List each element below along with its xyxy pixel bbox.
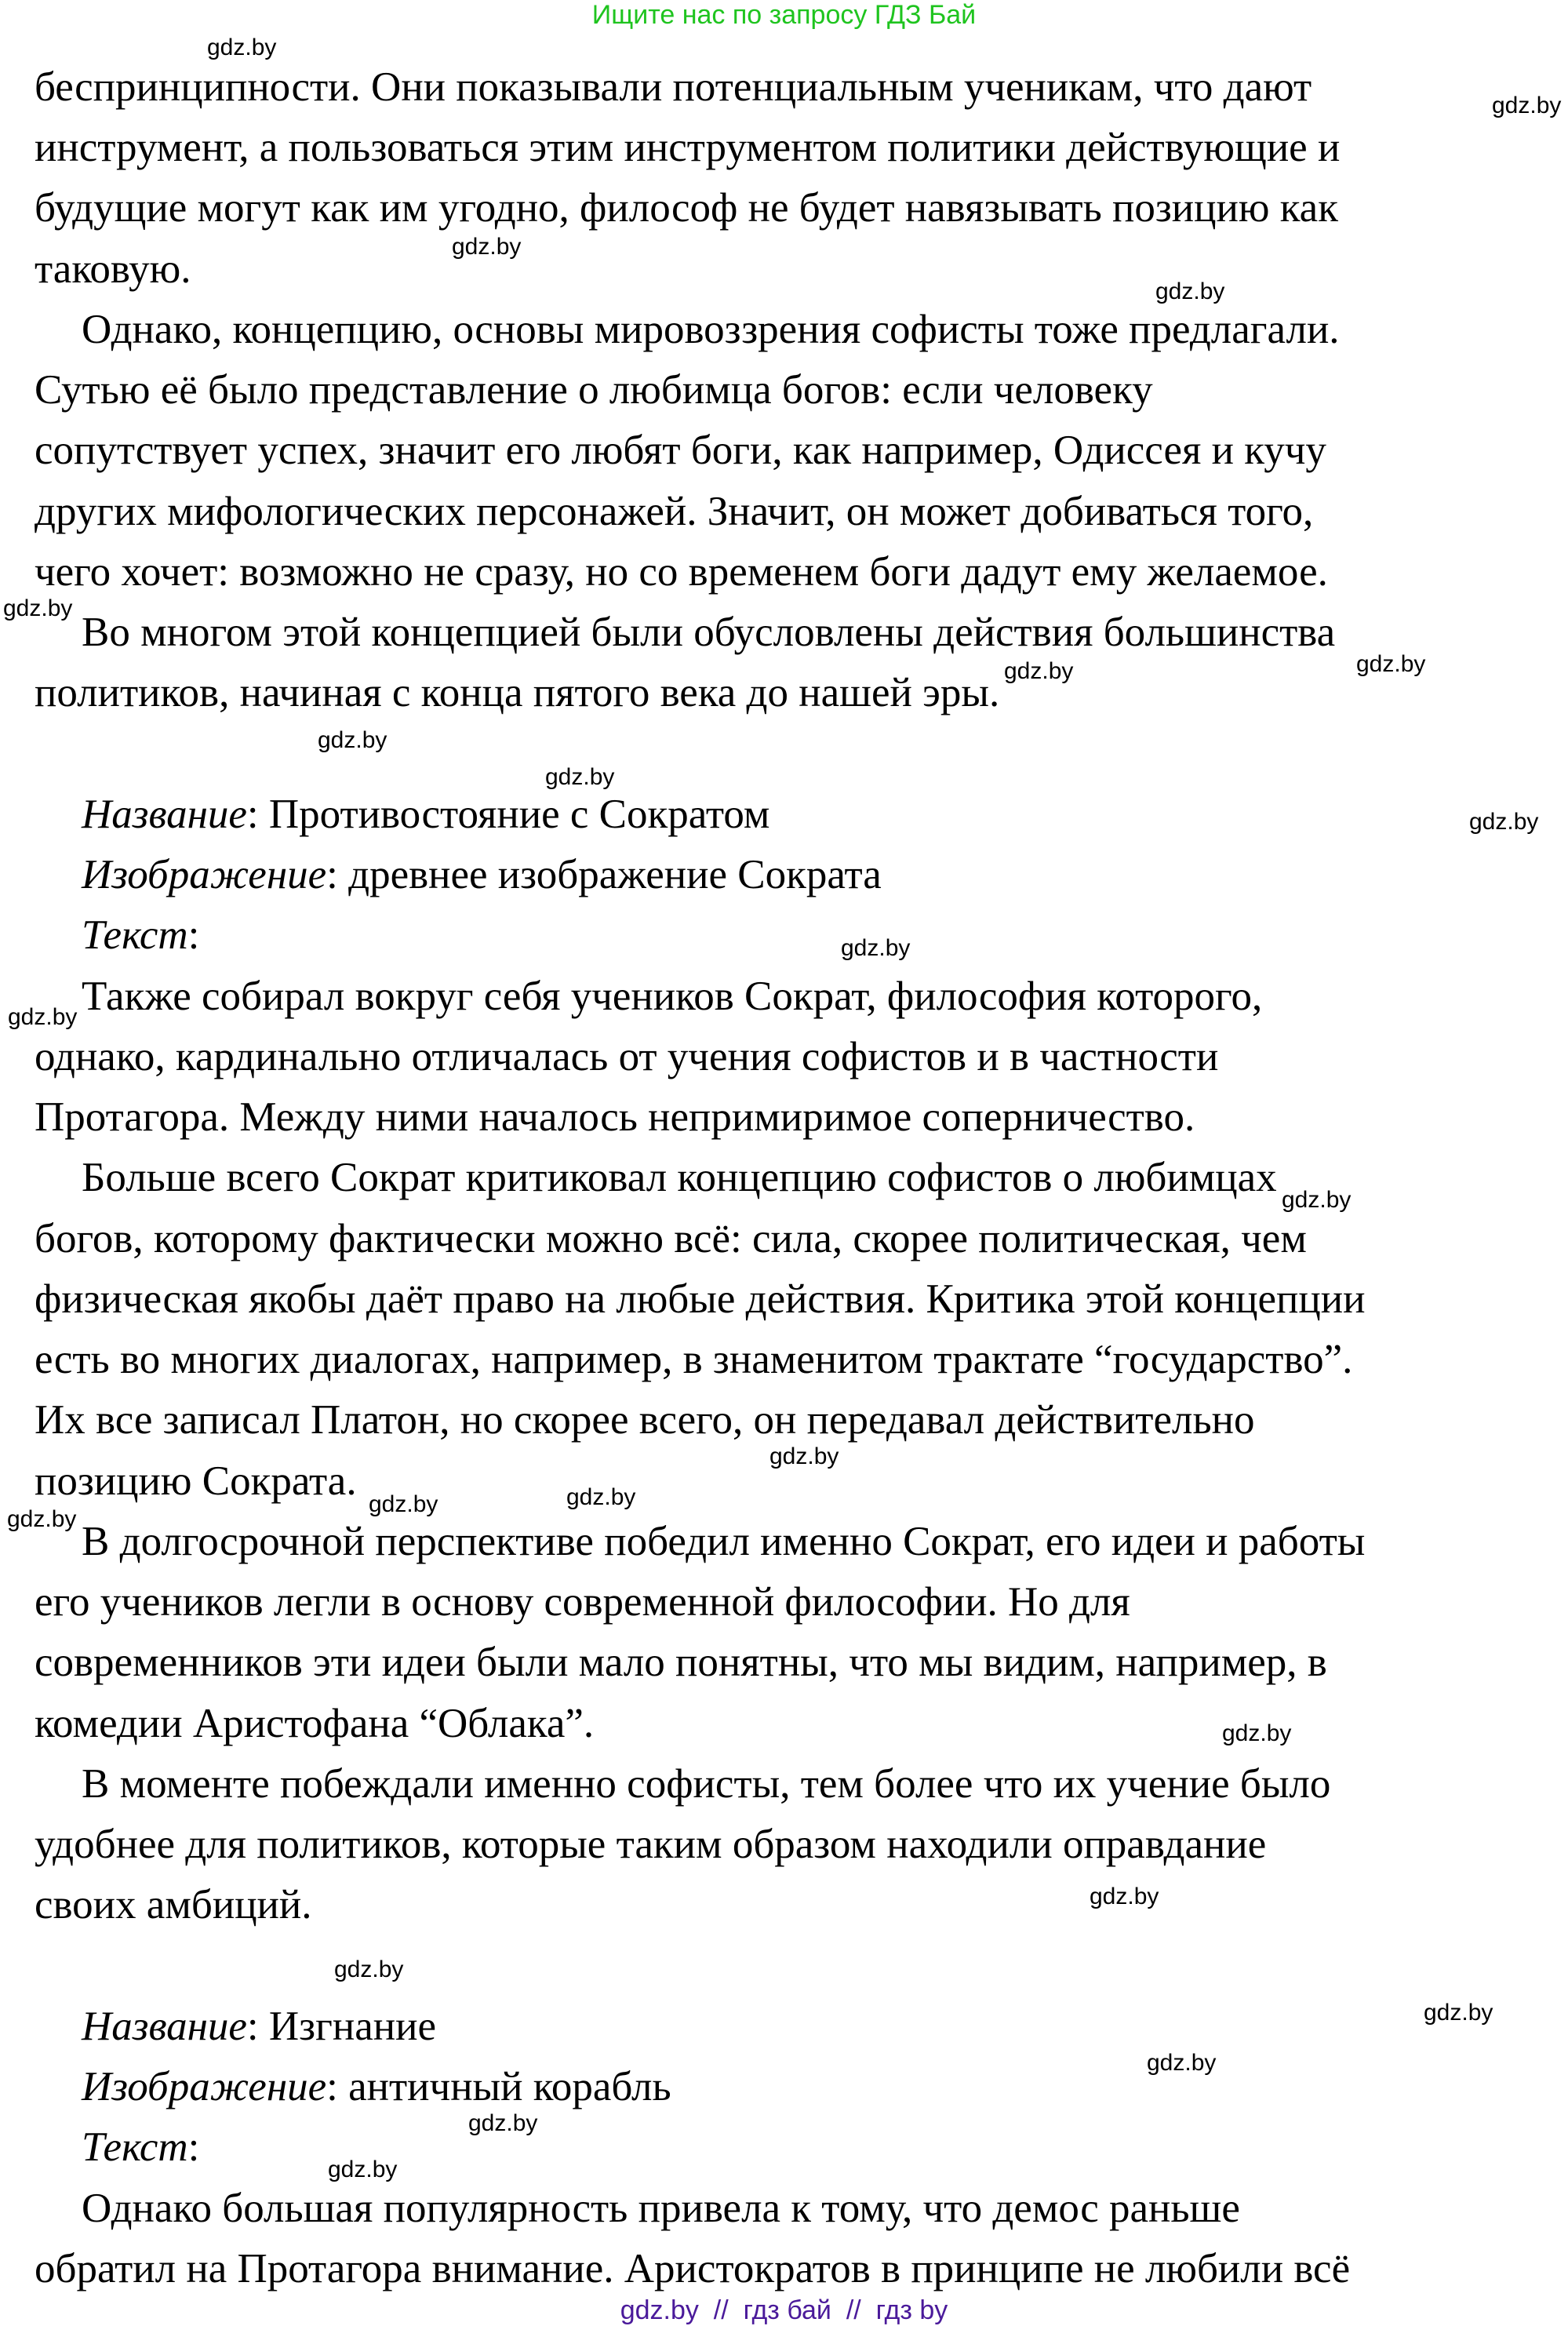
text-line	[35, 1083, 1541, 1144]
watermark: gdz.by	[1004, 658, 1074, 684]
field-label: Текст	[82, 2124, 188, 2171]
watermark: gdz.by	[8, 1004, 78, 1030]
line-content	[35, 368, 1153, 412]
text-line	[35, 538, 1541, 599]
watermark: gdz.by	[318, 727, 387, 753]
line-content	[82, 1762, 1330, 1806]
search-banner-text: Ищите нас по запросу ГДЗ Бай	[591, 0, 977, 30]
text-line	[35, 175, 1541, 235]
line-content	[35, 1277, 1366, 1321]
line-text: Сутью её было представление о любимца богов: если человеку	[35, 367, 1153, 413]
line-text: однако, кардинально отличалась от учения софистов и в частности	[35, 1033, 1219, 1079]
line-content	[35, 1640, 1327, 1684]
text-line	[35, 1508, 1541, 1568]
line-content	[35, 550, 1328, 594]
field-line	[35, 902, 1541, 963]
line-content	[35, 490, 1313, 533]
text-line	[35, 1568, 1541, 1629]
field-label: Изображение	[82, 2064, 327, 2110]
line-text: его учеников легли в основу современной философии. Но для	[35, 1579, 1130, 1625]
footer-links[interactable]	[0, 2295, 1568, 2326]
line-content	[82, 792, 769, 836]
text-line	[35, 1387, 1541, 1447]
text-line	[35, 1326, 1541, 1386]
text-line	[35, 1811, 1541, 1871]
line-text: Во многом этой концепцией были обусловлены действия большинства	[82, 610, 1336, 656]
watermark: gdz.by	[7, 1506, 77, 1532]
watermark: gdz.by	[468, 2110, 538, 2136]
line-text: : Противостояние с Сократом	[246, 791, 770, 837]
field-line	[35, 841, 1541, 901]
line-content	[82, 610, 1335, 654]
text-line	[35, 53, 1541, 114]
line-content	[82, 308, 1340, 351]
watermark: gdz.by	[769, 1443, 839, 1469]
text-line	[35, 478, 1541, 538]
line-content	[35, 65, 1312, 109]
watermark: gdz.by	[1356, 651, 1426, 677]
line-text: позицию Сократа.	[35, 1458, 357, 1504]
text-line	[35, 114, 1541, 174]
text-line	[35, 1023, 1541, 1083]
text-line	[35, 1629, 1541, 1690]
text-line	[35, 963, 1541, 1023]
line-content	[35, 428, 1326, 472]
line-text: богов, которому фактически можно всё: сила, скорее политическая, чем	[35, 1215, 1307, 1261]
line-text: есть во многих диалогах, например, в знаменитом трактате “государство”.	[35, 1337, 1353, 1383]
line-content	[35, 1035, 1218, 1079]
field-line	[35, 2050, 1541, 2113]
line-content	[82, 2065, 671, 2109]
text-line	[35, 235, 1541, 296]
line-content	[35, 1095, 1195, 1139]
line-content	[82, 1156, 1277, 1199]
line-text: Также собирал вокруг себя учеников Сократ, философия которого,	[82, 973, 1263, 1019]
line-content	[82, 2186, 1240, 2230]
text-line	[35, 1690, 1541, 1750]
watermark: gdz.by	[1424, 2000, 1493, 2026]
watermark: gdz.by	[1222, 1720, 1292, 1746]
text-line	[35, 296, 1541, 356]
field-label: Текст	[82, 912, 188, 959]
watermark: gdz.by	[328, 2157, 398, 2182]
line-text: политиков, начиная с конца пятого века до нашей эры.	[35, 670, 1000, 716]
watermark: gdz.by	[334, 1957, 404, 1982]
watermark: gdz.by	[369, 1491, 438, 1517]
line-content	[35, 1459, 357, 1503]
watermark: gdz.by	[566, 1484, 636, 1510]
line-content	[35, 126, 1340, 169]
watermark: gdz.by	[1155, 278, 1225, 304]
text-line	[35, 599, 1541, 659]
watermark: gdz.by	[1282, 1187, 1352, 1213]
line-text: инструмент, а пользоваться этим инструментом политики действующие и	[35, 125, 1341, 171]
line-text: будущие могут как им угодно, философ не будет навязывать позицию как	[35, 185, 1338, 231]
line-text: чего хочет: возможно не сразу, но со временем боги дадут ему желаемое.	[35, 548, 1328, 595]
text-line	[35, 1205, 1541, 1265]
field-label: Изображение	[82, 852, 327, 898]
line-text: В моменте побеждали именно софисты, тем более что их учение было	[82, 1760, 1331, 1807]
watermark: gdz.by	[841, 935, 911, 961]
footer-links-text[interactable]: gdz.by // гдз бай // гдз by	[620, 2295, 948, 2325]
line-text: таковую.	[35, 246, 191, 292]
watermark: gdz.by	[207, 35, 277, 60]
line-content	[35, 1398, 1254, 1442]
blank-line	[35, 720, 1541, 781]
line-content	[35, 1338, 1352, 1381]
line-content	[35, 247, 191, 291]
text-line	[35, 2235, 1541, 2295]
line-content	[82, 913, 199, 957]
field-line	[35, 2110, 1541, 2175]
line-content	[82, 1520, 1365, 1563]
text-line	[35, 1265, 1541, 1326]
line-content	[82, 2125, 199, 2169]
text-line	[35, 356, 1541, 417]
line-text: других мифологических персонажей. Значит, он может добиваться того,	[35, 488, 1314, 534]
field-label: Название	[82, 2003, 247, 2049]
line-text: обратил на Протагора внимание. Аристократов в принципе не любили всё	[35, 2245, 1351, 2291]
line-text: Их все записал Платон, но скорее всего, он передавал действительно	[35, 1397, 1255, 1443]
line-text: В долгосрочной перспективе победил именно Сократ, его идеи и работы	[82, 1518, 1366, 1564]
line-text: современников эти идеи были мало понятны, что мы видим, например, в	[35, 1640, 1327, 1686]
field-label: Название	[82, 791, 247, 837]
document-body	[35, 53, 1541, 2295]
line-text: : древнее изображение Сократа	[326, 852, 882, 898]
field-line	[35, 781, 1541, 841]
blank-line	[35, 1932, 1541, 1993]
watermark: gdz.by	[1469, 809, 1539, 835]
line-text: сопутствует успех, значит его любят боги, как например, Одиссея и кучу	[35, 428, 1326, 474]
line-text: : Изгнание	[246, 2003, 436, 2049]
line-content	[35, 1883, 312, 1927]
line-text: Однако, концепцию, основы мировоззрения софисты тоже предлагали.	[82, 306, 1340, 352]
line-content	[35, 2247, 1350, 2291]
line-text: :	[187, 2124, 200, 2171]
text-line	[35, 417, 1541, 478]
line-content	[35, 1702, 594, 1745]
line-text: своих амбиций.	[35, 1882, 312, 1928]
watermark: gdz.by	[1492, 93, 1562, 118]
watermark: gdz.by	[1147, 2050, 1217, 2076]
text-line	[35, 1750, 1541, 1811]
line-text: :	[187, 912, 200, 959]
text-line	[35, 660, 1541, 720]
line-content	[35, 1580, 1130, 1624]
text-line	[35, 2175, 1541, 2235]
watermark: gdz.by	[452, 234, 522, 260]
line-text: беспринципности. Они показывали потенциальным ученикам, что дают	[35, 64, 1312, 110]
line-text: комедии Аристофана “Облака”.	[35, 1700, 595, 1746]
line-text: удобнее для политиков, которые таким образом находили оправдание	[35, 1822, 1267, 1868]
line-content	[35, 671, 999, 715]
line-content	[82, 853, 882, 897]
watermark: gdz.by	[1090, 1884, 1159, 1909]
line-content	[35, 1822, 1266, 1866]
text-line	[35, 1872, 1541, 1932]
line-content	[82, 2004, 436, 2048]
line-text: Больше всего Сократ критиковал концепцию софистов о любимцах	[82, 1155, 1277, 1201]
field-line	[35, 1993, 1541, 2053]
line-text: Протагора. Между ними началось непримиримое соперничество.	[35, 1094, 1195, 1141]
line-content	[35, 1217, 1307, 1261]
line-text: Однако большая популярность привела к тому, что демос раньше	[82, 2185, 1240, 2231]
line-content	[82, 974, 1262, 1018]
line-text: физическая якобы даёт право на любые действия. Критика этой концепции	[35, 1276, 1366, 1322]
watermark: gdz.by	[3, 595, 73, 621]
watermark: gdz.by	[545, 764, 615, 790]
search-banner	[0, 0, 1568, 30]
line-text: : античный корабль	[326, 2064, 671, 2110]
line-content	[35, 186, 1338, 230]
